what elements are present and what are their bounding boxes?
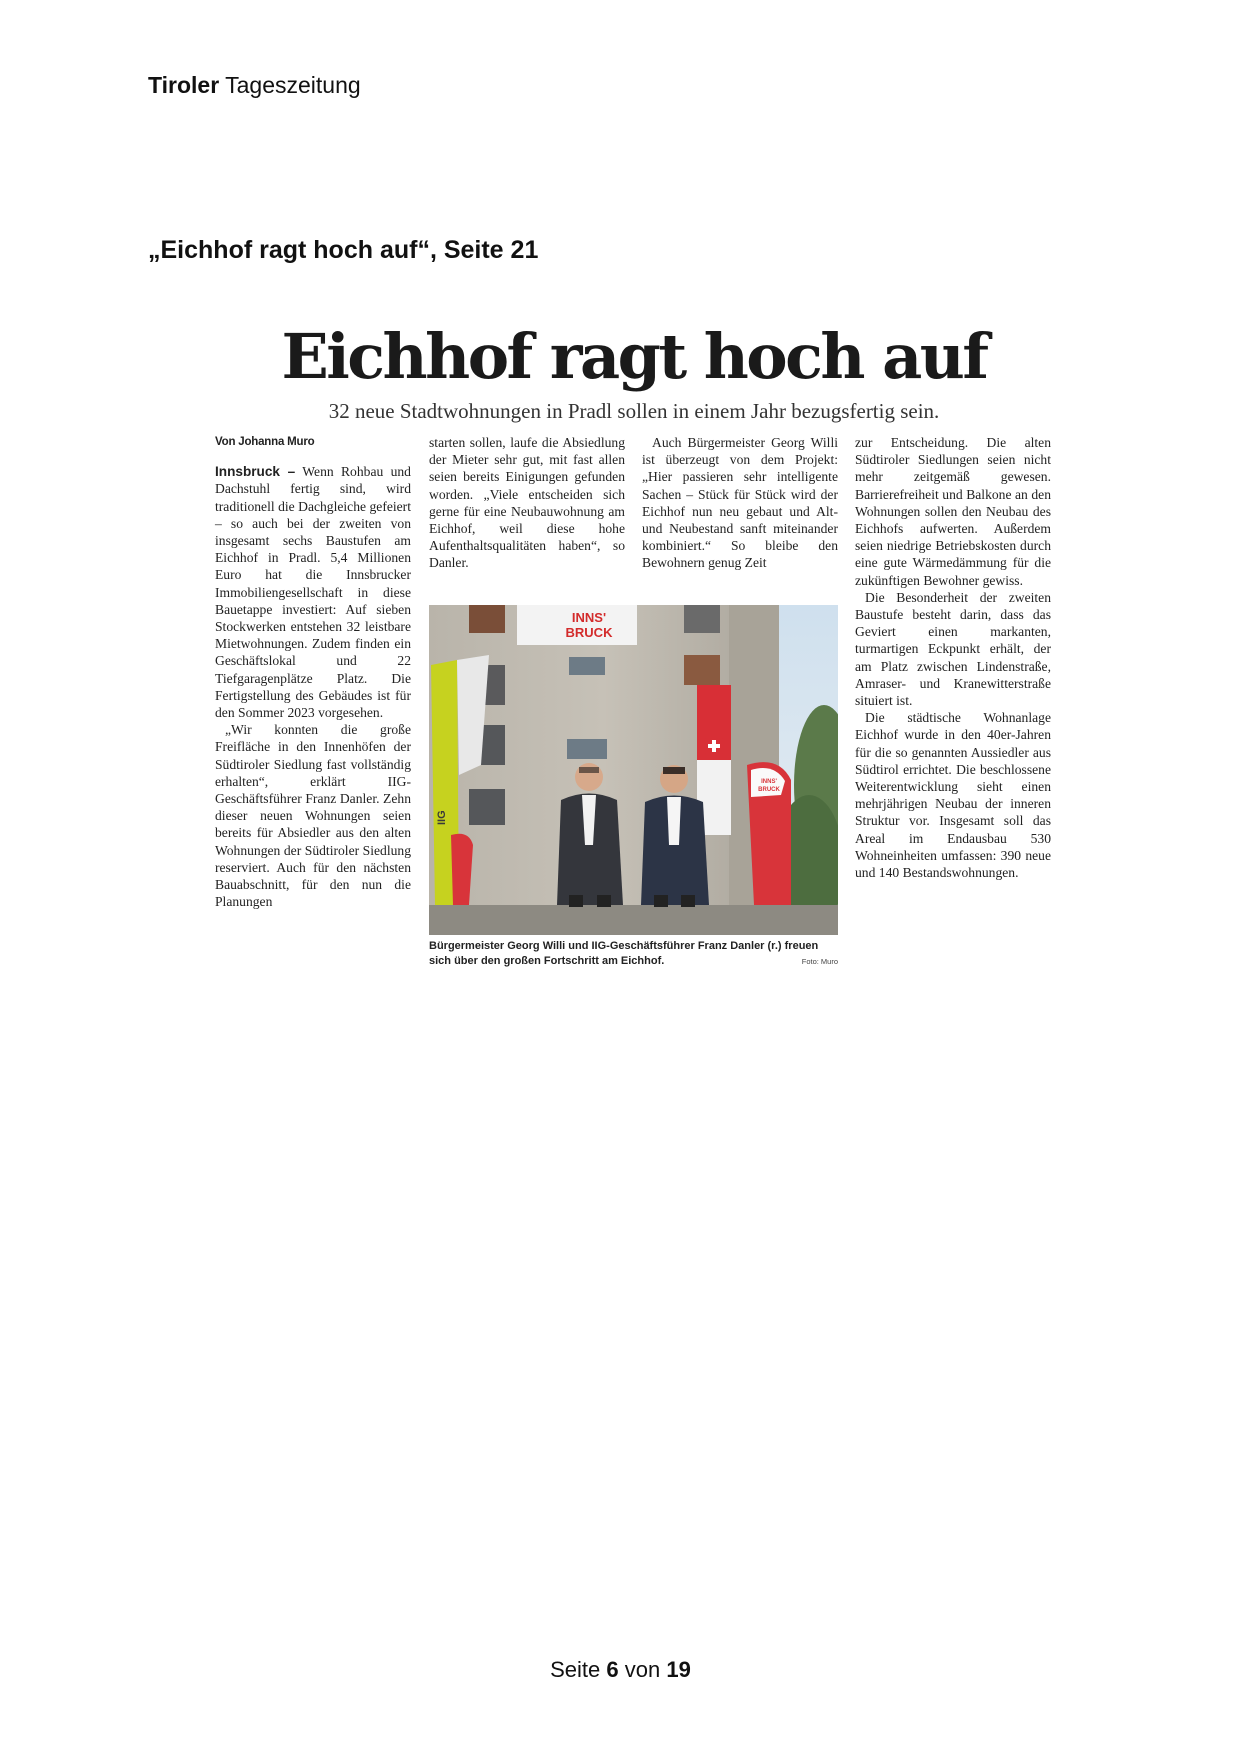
article-paragraph: starten sollen, laufe die Absiedlung der Mieter sehr gut, mit fast allen seien bereits Einigungen gefunden worden. „Viele entscheiden sich gerne für eine Neubauwohnung am Eichhof, weil diese hohe Aufenthaltsqualitäten haben“, so Danler. [429,435,625,571]
article-byline: Von Johanna Muro [215,436,315,448]
page-footer [0,1657,1241,1683]
article-text: Wenn Rohbau und Dachstuhl fertig sind, wird traditionell die Dachgleiche gefeiert – so auch bei der zweiten von insgesamt sechs Baustufen am Eichhof in Pradl. 5,4 Millionen Euro hat die Innsbrucker Immobiliengesellschaft in diese Bauetappe investiert: Auf sieben Stockwerken entstehen 32 leistbare Mietwohnungen. Zudem finden ein Geschäftslokal und 22 Tiefgaragenplätze Platz. Die Fertigstellung des Gebäudes ist für den Sommer 2023 vorgesehen. [215,464,411,721]
newspaper-clipping [215,322,1053,972]
footer-middle: von [624,1657,661,1682]
photo-caption-text: Bürgermeister Georg Willi und IIG-Geschäftsführer Franz Danler (r.) freuen sich über den großen Fortschritt am Eichhof. [429,940,819,967]
article-paragraph: Die städtische Wohnanlage Eichhof wurde in den 40er-Jahren für die so genannten Aussiedler aus Südtirol errichtet. Die beschlossene Weiterentwicklung sieht einen mehrjährigen Neubau der inneren Struktur vor. Insgesamt soll das Areal im Endausbau 530 Wohneinheiten umfassen: 390 neue und 140 Bestandswohnungen. [855,710,1051,881]
footer-current-page: 6 [606,1657,619,1682]
article-paragraph: Auch Bürgermeister Georg Willi ist überzeugt von dem Projekt: „Hier passieren sehr intelligente Sachen – Stück für Stück wird der Eichhof nun neu gebaut und Alt- und Neubestand sanft miteinander kombiniert.“ So bleibe den Bewohnern genug Zeit [642,435,838,571]
flag-side-text: IIG [436,810,448,825]
masthead [148,72,361,99]
photo-credit: Foto: Muro [801,957,838,966]
article-column-3 [642,434,838,594]
banner-text-2: BRUCK [565,625,613,640]
article-column-2 [429,434,625,594]
article-column-4 [855,434,1051,881]
flag-text-1: INNS' [761,779,777,785]
section-title: „Eichhof ragt hoch auf“, Seite 21 [148,236,539,264]
building-photo-illustration [429,605,838,935]
masthead-brand-rest: Tageszeitung [225,72,361,98]
article-photo [429,605,838,935]
article-headline: Eichhof ragt hoch auf [281,320,987,393]
banner-text-1: INNS' [571,610,607,625]
article-paragraph [215,463,411,721]
article-paragraph: „Wir konnten die große Freifläche in den Innenhöfen der Südtiroler Siedlung fast vollständig erhalten“, erklärt IIG-Geschäftsführer Franz Danler. Zehn dieser neuen Wohnungen seien bereits für Absiedler aus den alten Wohnungen der Südtiroler Siedlung reserviert. Auch für den nächsten Bauabschnitt, für den nun die Planungen [215,722,411,910]
footer-prefix: Seite [550,1657,601,1682]
article-column-1 [215,434,411,910]
article-paragraph: zur Entscheidung. Die alten Südtiroler Siedlungen seien nicht mehr zeitgemäß gewesen. Barrierefreiheit und Balkone an den Wohnungen sollen den Neubau des Eichhofs aufwerten. Außerdem seien niedrige Betriebskosten durch eine gute Wärmedämmung für die zukünftigen Bewohner gewiss. [855,435,1051,588]
article-column-2-top [429,434,625,594]
article-dateline: Innsbruck – [215,464,296,480]
masthead-brand-bold: Tiroler [148,72,220,98]
article-subline: 32 neue Stadtwohnungen in Pradl sollen in einem Jahr bezugsfertig sein. [328,399,940,423]
article-paragraph: Die Besonderheit der zweiten Baustufe besteht darin, dass das Geviert einen markanten, turmartigen Eckpunkt erhält, der am Platz zwischen Lindenstraße, Amraser- und Kranewitterstraße situiert ist. [855,589,1051,709]
footer-total-pages: 19 [666,1657,691,1682]
flag-text-2: BRUCK [758,787,780,793]
photo-caption [429,939,838,969]
article-column-3-top [642,434,838,594]
